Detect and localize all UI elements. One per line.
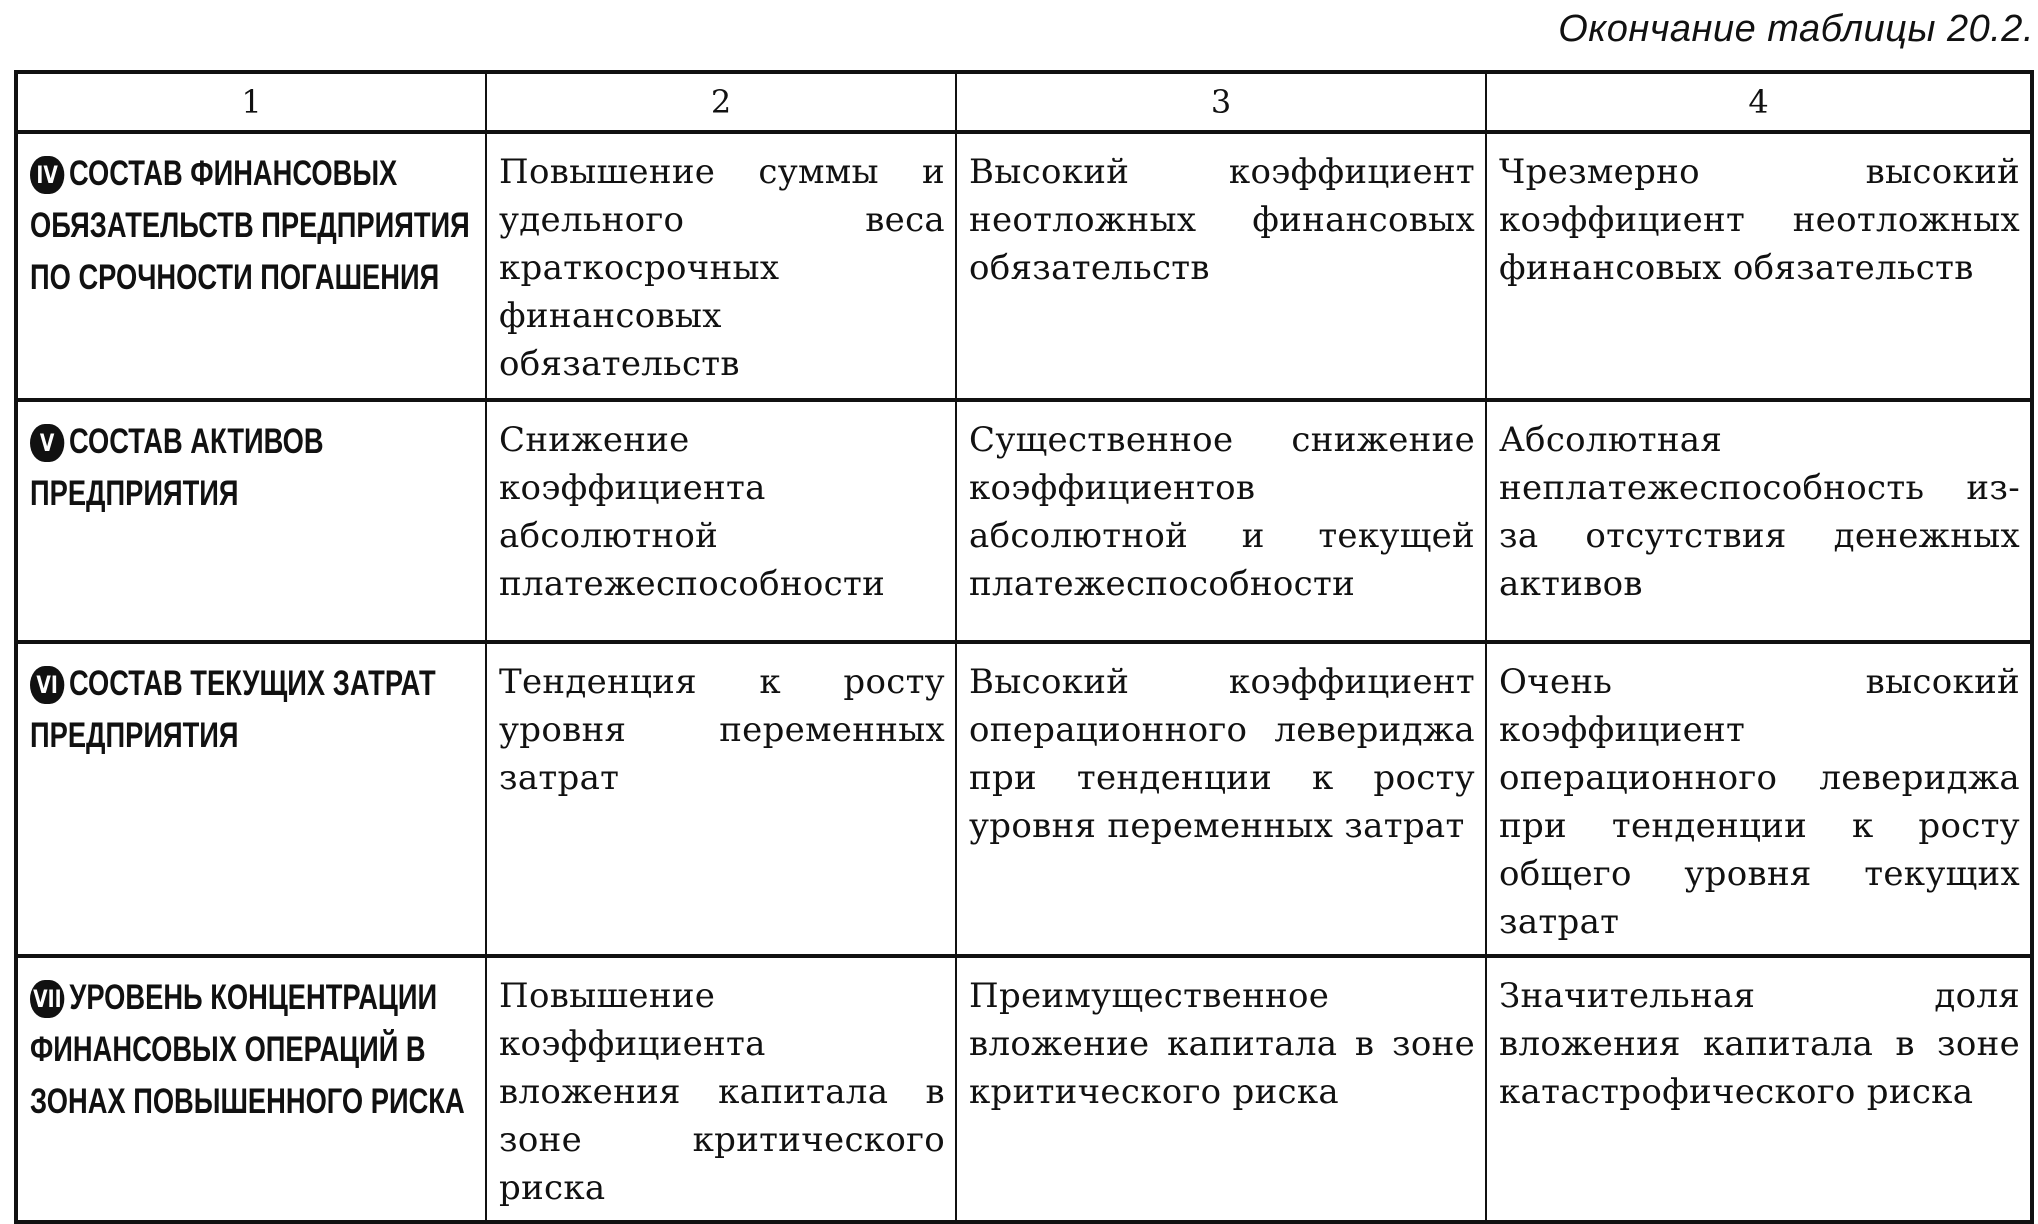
cell-text: Высокий коэффициент неотложных финансовых обязательств (969, 152, 1475, 288)
symptom-cell-col4 (1486, 642, 2032, 956)
header-cell-3: 3 (956, 72, 1486, 132)
cell-text: Повышение коэффициента вложения капитала в зоне критического риска (499, 976, 945, 1208)
table-row-v (16, 400, 2032, 642)
symptom-cell-col3 (956, 400, 1486, 642)
roman-numeral-badge: VI (30, 666, 64, 704)
symptom-cell-col2 (486, 956, 956, 1222)
symptom-cell-col4 (1486, 132, 2032, 400)
cell-text: Чрезмерно высокий коэффициент неотложных финансовых обязательств (1499, 152, 2020, 288)
table-row-vii (16, 956, 2032, 1222)
header-cell-1: 1 (16, 72, 486, 132)
header-cell-4: 4 (1486, 72, 2032, 132)
cell-text: Очень высокий коэффициент операционного левериджа при тенденции к росту общего уровня текущих затрат (1499, 662, 2020, 942)
risk-factors-table (14, 70, 2034, 1224)
roman-numeral-badge: VII (30, 980, 65, 1018)
symptom-cell-col3 (956, 642, 1486, 956)
cell-text: Преимущественное вложение капитала в зоне критического риска (969, 976, 1475, 1112)
factor-label: СОСТАВ АКТИВОВ ПРЕДПРИЯТИЯ (30, 422, 324, 513)
symptom-cell-col2 (486, 642, 956, 956)
table-header-row (16, 72, 2032, 132)
factor-cell (16, 642, 486, 956)
cell-text: Повышение суммы и удельного веса краткосрочных финансовых обязательств (499, 152, 945, 384)
symptom-cell-col2 (486, 132, 956, 400)
cell-text: Снижение коэффициента абсолютной платежеспособности (499, 420, 886, 604)
table-caption: Окончание таблицы 20.2. (1558, 8, 2034, 50)
cell-text: Значительная доля вложения капитала в зоне катастрофического риска (1499, 976, 2020, 1112)
header-cell-2: 2 (486, 72, 956, 132)
symptom-cell-col3 (956, 956, 1486, 1222)
factor-label: УРОВЕНЬ КОНЦЕНТРАЦИИ ФИНАНСОВЫХ ОПЕРАЦИЙ В ЗОНАХ ПОВЫШЕННОГО РИСКА (30, 978, 465, 1121)
symptom-cell-col3 (956, 132, 1486, 400)
symptom-cell-col2 (486, 400, 956, 642)
factor-cell (16, 956, 486, 1222)
roman-numeral-badge: V (30, 424, 64, 462)
cell-text: Существенное снижение коэффициентов абсолютной и текущей платежеспособности (969, 420, 1475, 604)
table-row-vi (16, 642, 2032, 956)
cell-text: Высокий коэффициент операционного левериджа при тенденции к росту уровня переменных затрат (969, 662, 1475, 846)
factor-cell (16, 400, 486, 642)
cell-text: Тенденция к росту уровня переменных затрат (499, 662, 945, 798)
symptom-cell-col4 (1486, 956, 2032, 1222)
table-row-iv (16, 132, 2032, 400)
factor-label: СОСТАВ ФИНАНСОВЫХ ОБЯЗАТЕЛЬСТВ ПРЕДПРИЯТИЯ ПО СРОЧНОСТИ ПОГАШЕНИЯ (30, 154, 470, 297)
cell-text: Абсолютная неплатежеспособность из-за отсутствия денежных активов (1499, 420, 2020, 604)
symptom-cell-col4 (1486, 400, 2032, 642)
roman-numeral-badge: IV (30, 156, 64, 194)
factor-label: СОСТАВ ТЕКУЩИХ ЗАТРАТ ПРЕДПРИЯТИЯ (30, 664, 436, 755)
factor-cell (16, 132, 486, 400)
